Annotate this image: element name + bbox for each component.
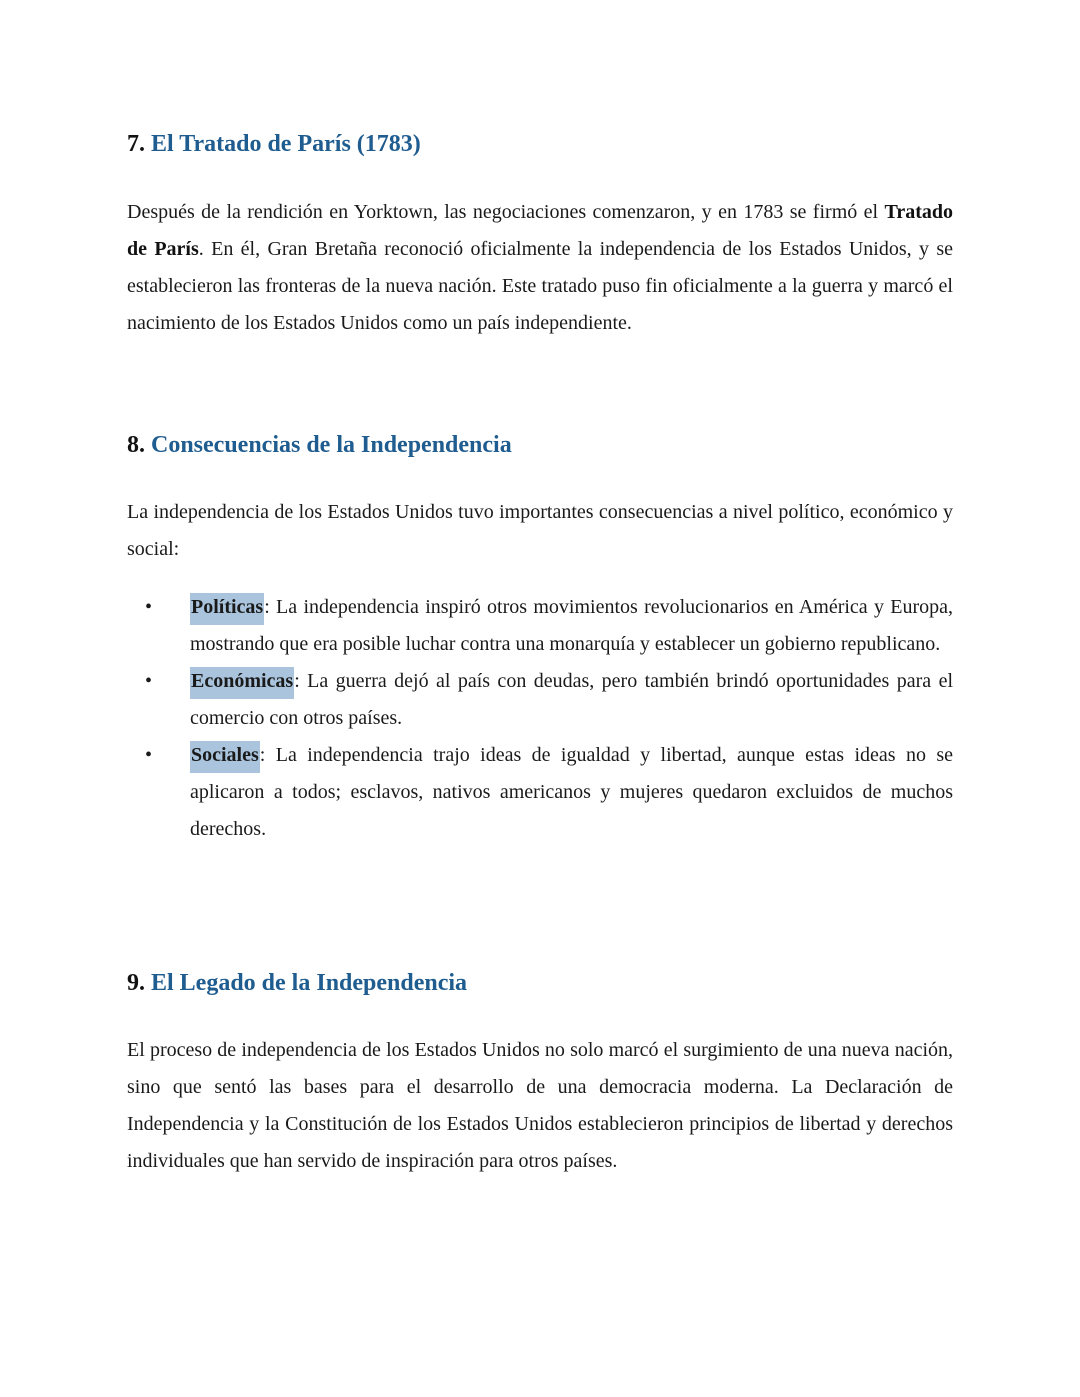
section-7-bold-term: Tratado de París <box>127 201 953 260</box>
list-item-text: : La guerra dejó al país con deudas, pero también brindó oportunidades para el comercio con otros países. <box>190 670 953 729</box>
list-item-economicas <box>127 663 953 737</box>
section-9-title: El Legado de la Independencia <box>151 970 468 996</box>
section-8-title: Consecuencias de la Independencia <box>151 432 512 458</box>
highlighted-term: Sociales <box>190 741 260 773</box>
section-9-paragraph: El proceso de independencia de los Estados Unidos no solo marcó el surgimiento de una nueva nación, sino que sentó las bases para el desarrollo de una democracia moderna. La Declaración de Independencia y la Constitución de los Estados Unidos establecieron principios de libertad y derechos individuales que han servido de inspiración para otros países. <box>127 1039 953 1172</box>
section-8-paragraph: La independencia de los Estados Unidos tuvo importantes consecuencias a nivel político, económico y social: <box>127 501 953 560</box>
highlighted-term: Políticas <box>190 593 264 625</box>
consequences-list <box>127 589 953 848</box>
bullet-dot: • <box>145 596 153 618</box>
section-7-text-before: Después de la rendición en Yorktown, las negociaciones comenzaron, y en 1783 se firmó el <box>127 201 885 223</box>
list-item-text: : La independencia inspiró otros movimientos revolucionarios en América y Europa, mostrando que era posible luchar contra una monarquía y establecer un gobierno republicano. <box>190 596 953 655</box>
section-9-number: 9. <box>127 970 145 996</box>
bullet-dot: • <box>145 670 153 692</box>
section-7-title: El Tratado de París (1783) <box>151 131 421 157</box>
section-9-heading <box>127 968 467 998</box>
section-8-heading <box>127 430 512 460</box>
highlighted-term: Económicas <box>190 667 294 699</box>
bullet-dot: • <box>145 744 153 766</box>
section-7-number: 7. <box>127 131 145 157</box>
section-7-paragraph <box>127 194 953 342</box>
list-item-sociales <box>127 737 953 848</box>
list-item-text: : La independencia trajo ideas de igualdad y libertad, aunque estas ideas no se aplicaron a todos; esclavos, nativos americanos y mujeres quedaron excluidos de muchos derechos. <box>190 744 953 840</box>
list-item-politicas <box>127 589 953 663</box>
section-7-text-after: . En él, Gran Bretaña reconoció oficialmente la independencia de los Estados Unidos, y se establecieron las fronteras de la nueva nación. Este tratado puso fin oficialmente a la guerra y marcó el nacimiento de los Estados Unidos como un país independiente. <box>127 238 953 334</box>
section-8-number: 8. <box>127 432 145 458</box>
section-7-heading <box>127 129 421 159</box>
